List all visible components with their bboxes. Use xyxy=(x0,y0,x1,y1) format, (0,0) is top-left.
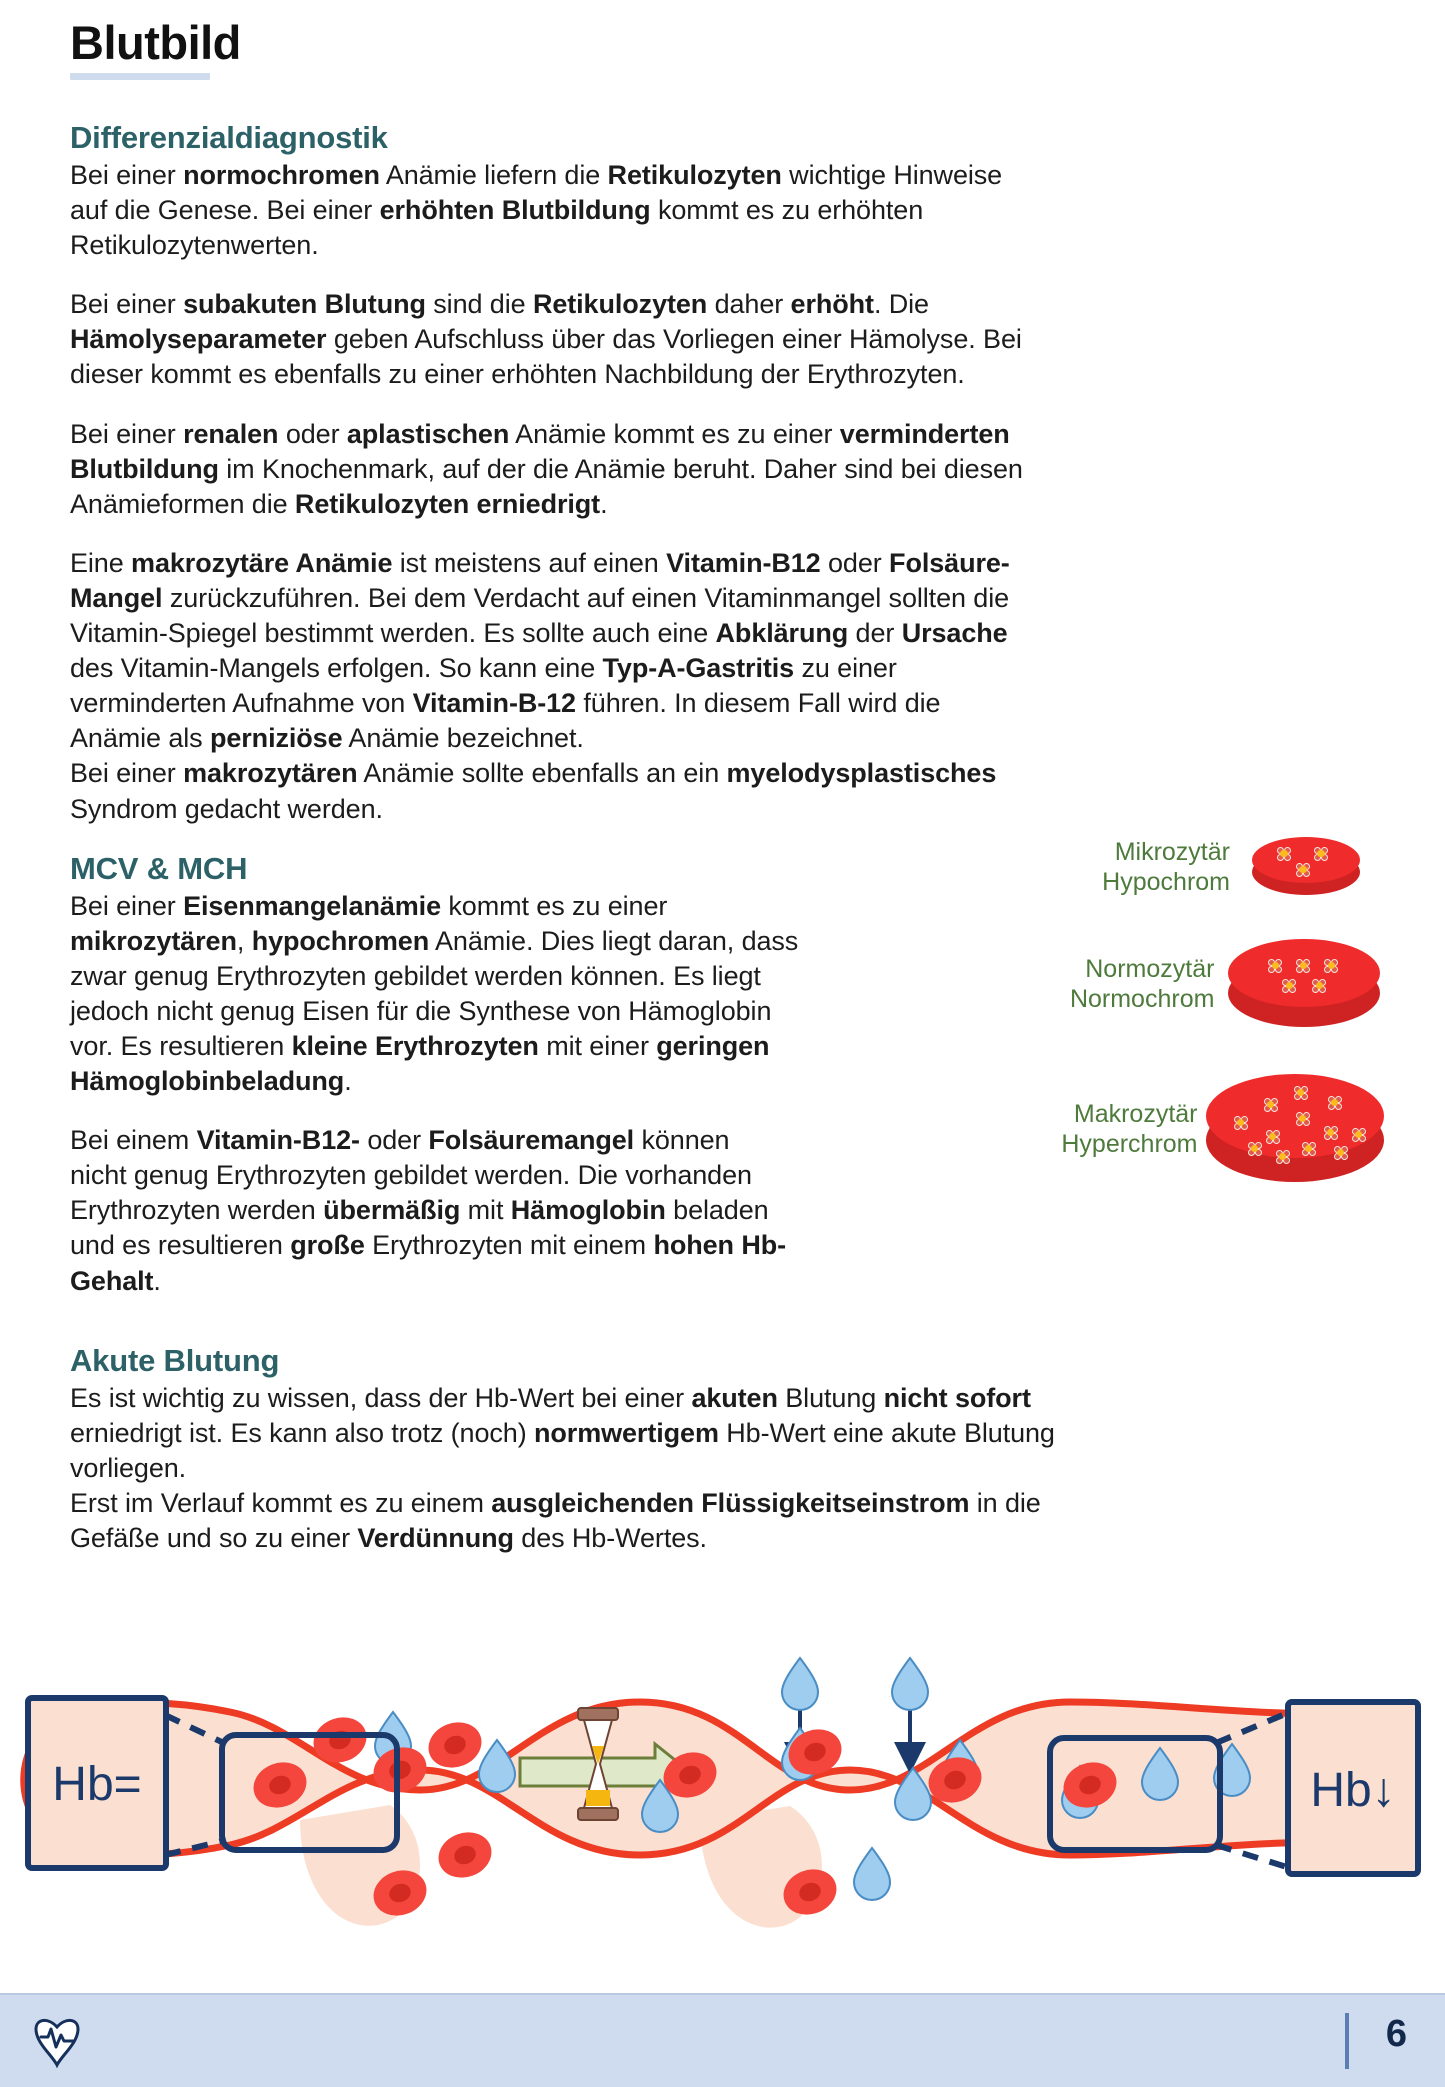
mcv-text-column xyxy=(70,889,1030,1299)
droplet-icon xyxy=(854,1848,890,1900)
diagram-row-normozytaer xyxy=(1025,939,1380,1031)
rbc-normozytaer xyxy=(1228,939,1380,1031)
section-heading-akute-blutung: Akute Blutung xyxy=(70,1342,280,1378)
droplet-icon xyxy=(892,1658,928,1710)
diagram-label-makrozytaer xyxy=(1025,1100,1198,1159)
section-mcv-mch xyxy=(70,838,1375,1299)
rbc-makrozytaer xyxy=(1206,1074,1380,1186)
diagram-label-normozytaer xyxy=(1025,955,1214,1014)
section-akute-blutung xyxy=(70,1343,1375,1556)
heartbeat-pulse-icon xyxy=(28,2013,86,2076)
diagram-label-line1: Normozytär xyxy=(1085,955,1215,984)
footer-divider xyxy=(1345,2013,1349,2069)
diagram-label-mikrozytaer xyxy=(1025,838,1230,897)
paragraph-differential-3: Bei einer renalen oder aplastischen Anämie kommt es zu einer verminderten Blutbildung im Knochenmark, auf der die Anämie beruht. Daher sind bei diesen Anämieformen die Retikulozyten erniedrigt. xyxy=(70,418,1023,519)
diagram-row-makrozytaer xyxy=(1025,1074,1380,1186)
rbc-mikrozytaer xyxy=(1252,837,1360,899)
diagram-label-line2: Hypochrom xyxy=(1102,867,1230,896)
page-title-block xyxy=(70,18,241,80)
erythrocyte-icon xyxy=(432,1825,498,1885)
paragraph-mcv-2: Bei einem Vitamin-B12- oder Folsäuremangel können nicht genug Erythrozyten gebildet werden. Die vorhanden Erythrozyten werden übermäßig mit Hämoglobin beladen und es resultieren große Erythrozyten mit einem hohen Hb-Gehalt. xyxy=(70,1125,787,1296)
droplet-icon xyxy=(479,1740,515,1792)
vessel-dilution-illustration xyxy=(0,1640,1445,1935)
paragraph-mcv-1: Bei einer Eisenmangelanämie kommt es zu einer mikrozytären, hypochromen Anämie. Dies liegt daran, dass zwar genug Erythrozyten gebildet werden können. Es liegt jedoch nicht genug Eisen für die Synthese von Hämoglobin vor. Es resultieren kleine Erythrozyten mit einer geringen Hämoglobinbeladung. xyxy=(70,890,799,1097)
paragraph-differential-4: Eine makrozytäre Anämie ist meistens auf einen Vitamin-B12 oder Folsäure-Mangel zurückzuführen. Bei dem Verdacht auf einen Vitaminmangel sollten die Vitamin-Spiegel bestimmt werden. Es sollte auch eine Abklärung der Ursache des Vitamin-Mangels erfolgen. So kann eine Typ-A-Gastritis zu einer verminderten Aufnahme von Vitamin-B-12 führen. In diesem Fall wird die Anämie als perniziöse Anämie bezeichnet. Bei einer makrozytären Anämie sollte ebenfalls an ein myelodysplastisches Syndrom gedacht werden. xyxy=(70,547,1010,824)
paragraph-differential-2: Bei einer subakuten Blutung sind die Retikulozyten daher erhöht. Die Hämolyseparameter geben Aufschluss über das Vorliegen einer Hämolyse. Bei dieser kommt es ebenfalls zu einer erhöhten Nachbildung der Erythrozyten. xyxy=(70,289,1022,390)
erythrocyte-size-diagram xyxy=(1025,829,1380,1219)
diagram-row-mikrozytaer xyxy=(1025,837,1380,899)
page-footer xyxy=(0,1993,1445,2087)
diagram-label-line1: Makrozytär xyxy=(1073,1100,1198,1129)
title-underline xyxy=(70,73,210,80)
acute-bleeding-figure xyxy=(0,1640,1445,1935)
page-title: Blutbild xyxy=(70,16,241,69)
callout-line-right-bottom xyxy=(1216,1845,1290,1868)
section-heading-differenzialdiagnostik: Differenzialdiagnostik xyxy=(70,120,388,155)
diagram-label-line2: Hyperchrom xyxy=(1061,1129,1198,1158)
paragraph-differential-1: Bei einer normochromen Anämie liefern die Retikulozyten wichtige Hinweise auf die Genese. Bei einer erhöhten Blutbildung kommt es zu erhöhten Retikulozytenwerten. xyxy=(70,160,1003,261)
erythrocyte-icon xyxy=(422,1715,488,1775)
diagram-label-line2: Normochrom xyxy=(1069,984,1215,1013)
document-content xyxy=(70,120,1375,1580)
droplet-icon xyxy=(782,1658,818,1710)
page-number: 6 xyxy=(1385,2013,1407,2055)
section-heading-mcv-mch: MCV & MCH xyxy=(70,850,248,886)
paragraph-akute-blutung-1: Es ist wichtig zu wissen, dass der Hb-Wert bei einer akuten Blutung nicht sofort erniedrigt ist. Es kann also trotz (noch) normwertigem Hb-Wert eine akute Blutung vorliegen. Erst im Verlauf kommt es zu einem ausgleichenden Flüssigkeitseinstrom in die Gefäße und so zu einer Verdünnung des Hb-Wertes. xyxy=(70,1382,1055,1553)
diagram-label-line1: Mikrozytär xyxy=(1114,838,1230,867)
hb-box-left-label: Hb= xyxy=(52,1758,142,1811)
hb-box-right-label: Hb↓ xyxy=(1310,1764,1396,1817)
